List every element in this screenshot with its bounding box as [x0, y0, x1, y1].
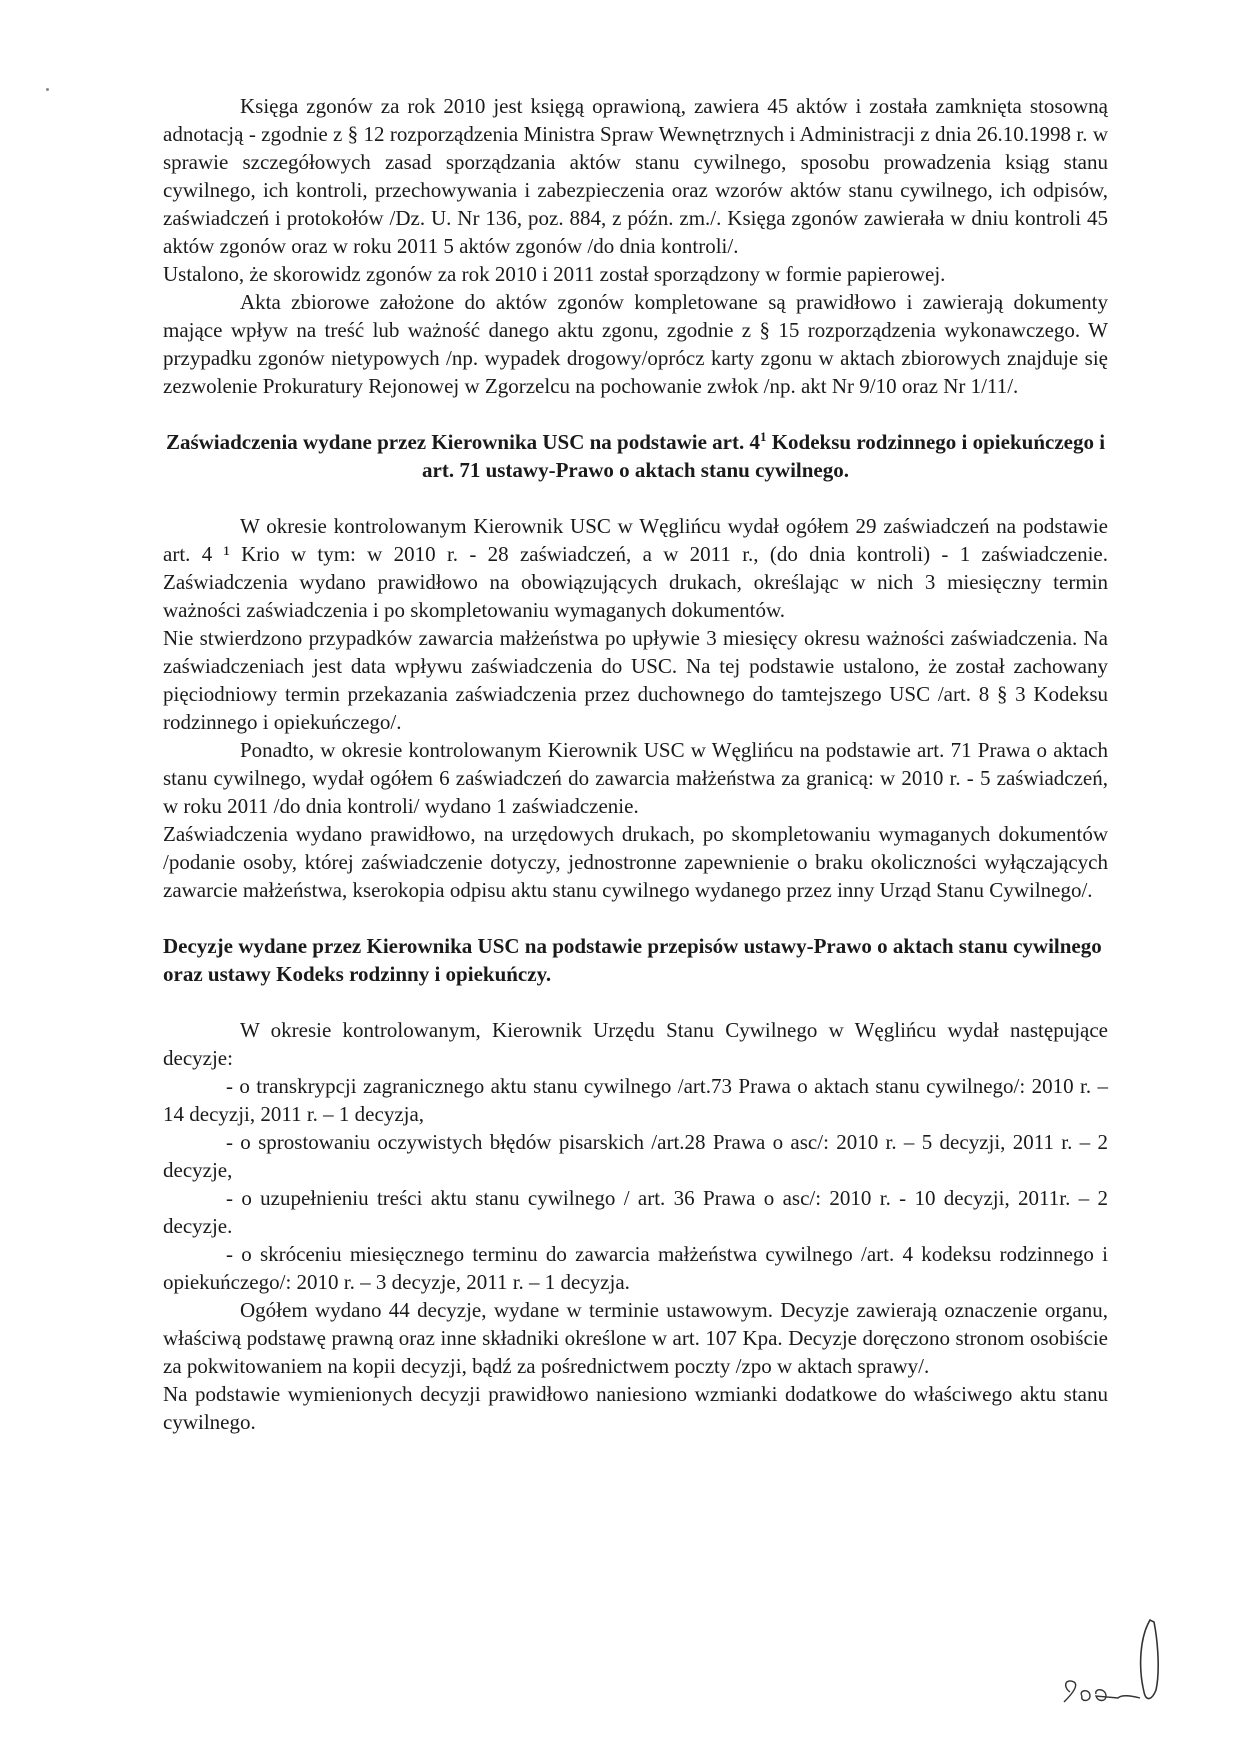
list-item: - o sprostowaniu oczywistych błędów pisarskich /art.28 Prawa o asc/: 2010 r. – 5 decyzji, 2011 r. – 2 decyzje,: [163, 1130, 1108, 1182]
document-page: [163, 92, 1108, 1436]
paragraph-abroad-certificates: Ponadto, w okresie kontrolowanym Kierownik USC w Węglińcu na podstawie art. 71 Prawa o aktach stanu cywilnego, wydał ogółem 6 zaświadczeń do zawarcia małżeństwa za granicą: w 2010 r. - 5 zaświadczeń, w roku 2011 /do dnia kontroli/ wydano 1 zaświadczenie.: [163, 738, 1108, 818]
list-item: - o skróceniu miesięcznego terminu do zawarcia małżeństwa cywilnego /art. 4 kodeksu rodzinnego i opiekuńczego/: 2010 r. – 3 decyzje, 2011 r. – 1 decyzja.: [163, 1242, 1108, 1294]
heading-certificates: [163, 428, 1108, 484]
paragraph-index: Ustalono, że skorowidz zgonów za rok 2010 i 2011 został sporządzony w formie papierowej.: [163, 262, 946, 286]
paragraph-annotations: Na podstawie wymienionych decyzji prawidłowo naniesiono wzmianki dodatkowe do właściwego aktu stanu cywilnego.: [163, 1382, 1108, 1434]
heading-decisions: Decyzje wydane przez Kierownika USC na podstawie przepisów ustawy-Prawo o aktach stanu cywilnego oraz ustawy Kodeks rodzinny i opiekuńczy.: [163, 934, 1102, 986]
handwritten-signature: [1060, 1612, 1180, 1712]
paragraph-certificates-correct: Zaświadczenia wydano prawidłowo, na urzędowych drukach, po skompletowaniu wymaganych dokumentów /podanie osoby, której zaświadczenie dotyczy, jednostronne zapewnienie o braku okoliczności wyłączających zawarcie małżeństwa, kserokopia odpisu aktu stanu cywilnego wydanego przez inny Urząd Stanu Cywilnego/.: [163, 822, 1108, 902]
paragraph-collective-files: Akta zbiorowe założone do aktów zgonów kompletowane są prawidłowo i zawierają dokumenty mające wpływ na treść lub ważność danego aktu zgonu, zgodnie z § 15 rozporządzenia wykonawczego. W przypadku zgonów nietypowych /np. wypadek drogowy/oprócz karty zgonu w aktach zbiorowych znajduje się zezwolenie Prokuratury Rejonowej w Zgorzelcu na pochowanie zwłok /np. akt Nr 9/10 oraz Nr 1/11/.: [163, 290, 1108, 398]
paragraph-book-of-deaths: Księga zgonów za rok 2010 jest księgą oprawioną, zawiera 45 aktów i została zamknięta stosowną adnotacją - zgodnie z § 12 rozporządzenia Ministra Spraw Wewnętrznych i Administracji z dnia 26.10.1998 r. w sprawie szczegółowych zasad sporządzania aktów stanu cywilnego, sposobu prowadzenia ksiąg stanu cywilnego, ich kontroli, przechowywania i zabezpieczenia oraz wzorów aktów stanu cywilnego, ich odpisów, zaświadczeń i protokołów /Dz. U. Nr 136, poz. 884, z późn. zm./. Księga zgonów zawierała w dniu kontroli 45 aktów zgonów oraz w roku 2011 5 aktów zgonów /do dnia kontroli/.: [163, 94, 1108, 258]
heading-certificates-superscript: 1: [759, 429, 767, 444]
paragraph-decisions-total: Ogółem wydano 44 decyzje, wydane w terminie ustawowym. Decyzje zawierają oznaczenie organu, właściwą podstawę prawną oraz inne składniki określone w art. 107 Kpa. Decyzje doręczono stronom osobiście za pokwitowaniem na kopii decyzji, bądź za pośrednictwem poczty /zpo w aktach sprawy/.: [163, 1298, 1108, 1378]
paragraph-decisions-intro: W okresie kontrolowanym, Kierownik Urzędu Stanu Cywilnego w Węglińcu wydał następujące decyzje:: [163, 1018, 1108, 1070]
paragraph-certificates-issued: W okresie kontrolowanym Kierownik USC w Węglińcu wydał ogółem 29 zaświadczeń na podstawie art. 4 ¹ Krio w tym: w 2010 r. - 28 zaświadczeń, a w 2011 r., (do dnia kontroli) - 1 zaświadczenie. Zaświadczenia wydano prawidłowo na obowiązujących drukach, określając w nich 3 miesięczny termin ważności zaświadczenia i po skompletowaniu wymaganych dokumentów.: [163, 514, 1108, 622]
heading-certificates-part-a: Zaświadczenia wydane przez Kierownika USC na podstawie art. 4: [165, 430, 760, 454]
heading-certificates-part-b: Kodeksu rodzinnego i opiekuńczego i art. 71 ustawy-Prawo o aktach stanu cywilnego.: [422, 430, 1106, 482]
list-item: - o transkrypcji zagranicznego aktu stanu cywilnego /art.73 Prawa o aktach stanu cywilnego/: 2010 r. – 14 decyzji, 2011 r. – 1 decyzja,: [163, 1074, 1108, 1126]
list-item: - o uzupełnieniu treści aktu stanu cywilnego / art. 36 Prawa o asc/: 2010 r. - 10 decyzji, 2011r. – 2 decyzje.: [163, 1186, 1108, 1238]
scan-dot: [46, 88, 49, 91]
paragraph-no-marriages-after-expiry: Nie stwierdzono przypadków zawarcia małżeństwa po upływie 3 miesięcy okresu ważności zaświadczenia. Na zaświadczeniach jest data wpływu zaświadczenia do USC. Na tej podstawie ustalono, że został zachowany pięciodniowy termin przekazania zaświadczenia przez duchownego do tamtejszego USC /art. 8 § 3 Kodeksu rodzinnego i opiekuńczego/.: [163, 626, 1108, 734]
